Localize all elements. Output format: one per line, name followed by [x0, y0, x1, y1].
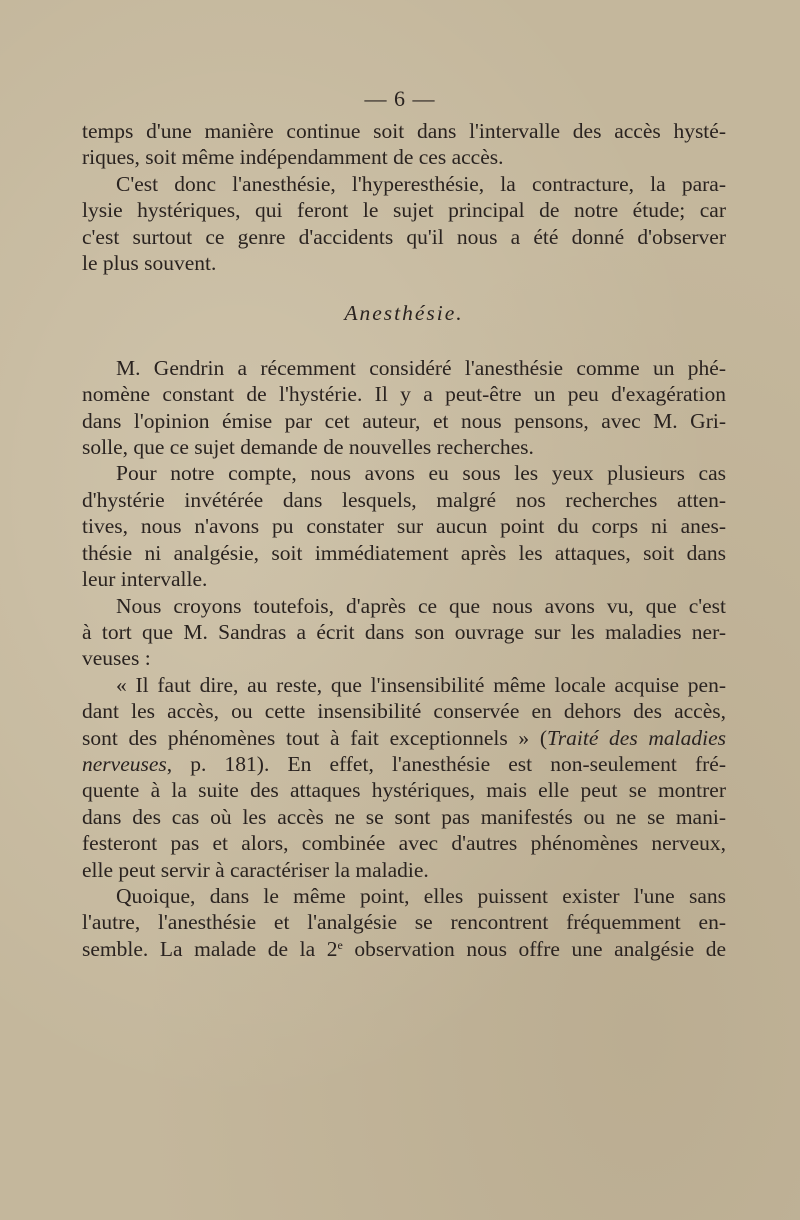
text-line: Quoique, dans le même point, elles puissent exister l'une sans: [116, 883, 726, 908]
text-line: riques, soit même indépendamment de ces accès.: [82, 145, 504, 170]
paragraph-2: [82, 171, 726, 277]
paragraph-7: [82, 883, 726, 962]
text-line: c'est surtout ce genre d'accidents qu'il nous a été donné d'observer: [82, 224, 726, 249]
text-run: semble. La malade de la 2: [82, 936, 338, 961]
text-line: C'est donc l'anesthésie, l'hyperesthésie, la contracture, la para-: [116, 171, 726, 196]
text-line: [82, 751, 726, 777]
text-line: quente à la suite des attaques hystériques, mais elle peut se montrer: [82, 778, 726, 803]
text-line: M. Gendrin a récemment considéré l'anesthésie comme un phé-: [116, 355, 726, 380]
paragraph-4: [82, 460, 726, 592]
text-line: temps d'une manière continue soit dans l'intervalle des accès hysté-: [82, 119, 726, 143]
text-line: d'hystérie invétérée dans lesquels, malgré nos recherches atten-: [82, 487, 726, 512]
citation-title: nerveuses: [82, 751, 167, 776]
text-line: le plus souvent.: [82, 251, 217, 276]
text-line: veuses :: [82, 646, 151, 671]
citation-title: Traité des maladies: [547, 725, 726, 750]
text-line: à tort que M. Sandras a écrit dans son ouvrage sur les maladies ner-: [82, 619, 726, 644]
text-line: nomène constant de l'hystérie. Il y a peut-être un peu d'exagération: [82, 382, 726, 407]
text-run: observation nous offre une analgésie de: [342, 936, 726, 961]
text-line: elle peut servir à caractériser la maladie.: [82, 857, 429, 882]
text-line: dans l'opinion émise par cet auteur, et nous pensons, avec M. Gri-: [82, 408, 726, 433]
text-run: sont des phénomènes tout à fait exceptionnels » (: [82, 725, 547, 750]
paragraph-5: [82, 593, 726, 672]
text-line: Pour notre compte, nous avons eu sous les yeux plusieurs cas: [116, 461, 726, 486]
text-line: dant les accès, ou cette insensibilité conservée en dehors des accès,: [82, 699, 726, 724]
text-line: [82, 725, 726, 751]
page-number: — 6 —: [364, 86, 436, 111]
text-line: Nous croyons toutefois, d'après ce que nous avons vu, que c'est: [116, 593, 726, 618]
body-text: [82, 118, 726, 962]
text-line: lysie hystériques, qui feront le sujet principal de notre étude; car: [82, 198, 726, 223]
text-run: , p. 181). En effet, l'anesthésie est non-seulement fré-: [166, 751, 726, 776]
text-line: festeront pas et alors, combinée avec d'autres phénomènes nerveux,: [82, 831, 726, 856]
section-heading: Anesthésie.: [344, 301, 464, 326]
text-line: [82, 936, 726, 962]
paragraph-6-quotation: [82, 672, 726, 883]
superscript: e: [337, 937, 343, 952]
text-line: solle, que ce sujet demande de nouvelles recherches.: [82, 435, 534, 460]
text-line: thésie ni analgésie, soit immédiatement après les attaques, soit dans: [82, 540, 726, 565]
paragraph-3: [82, 355, 726, 461]
text-line: dans des cas où les accès ne se sont pas manifestés ou ne se mani-: [82, 804, 726, 829]
paragraph-1: [82, 118, 726, 171]
text-line: l'autre, l'anesthésie et l'analgésie se rencontrent fréquemment en-: [82, 910, 726, 935]
text-line: « Il faut dire, au reste, que l'insensibilité même locale acquise pen-: [116, 672, 726, 697]
text-line: tives, nous n'avons pu constater sur aucun point du corps ni anes-: [82, 514, 726, 539]
text-line: leur intervalle.: [82, 567, 208, 592]
